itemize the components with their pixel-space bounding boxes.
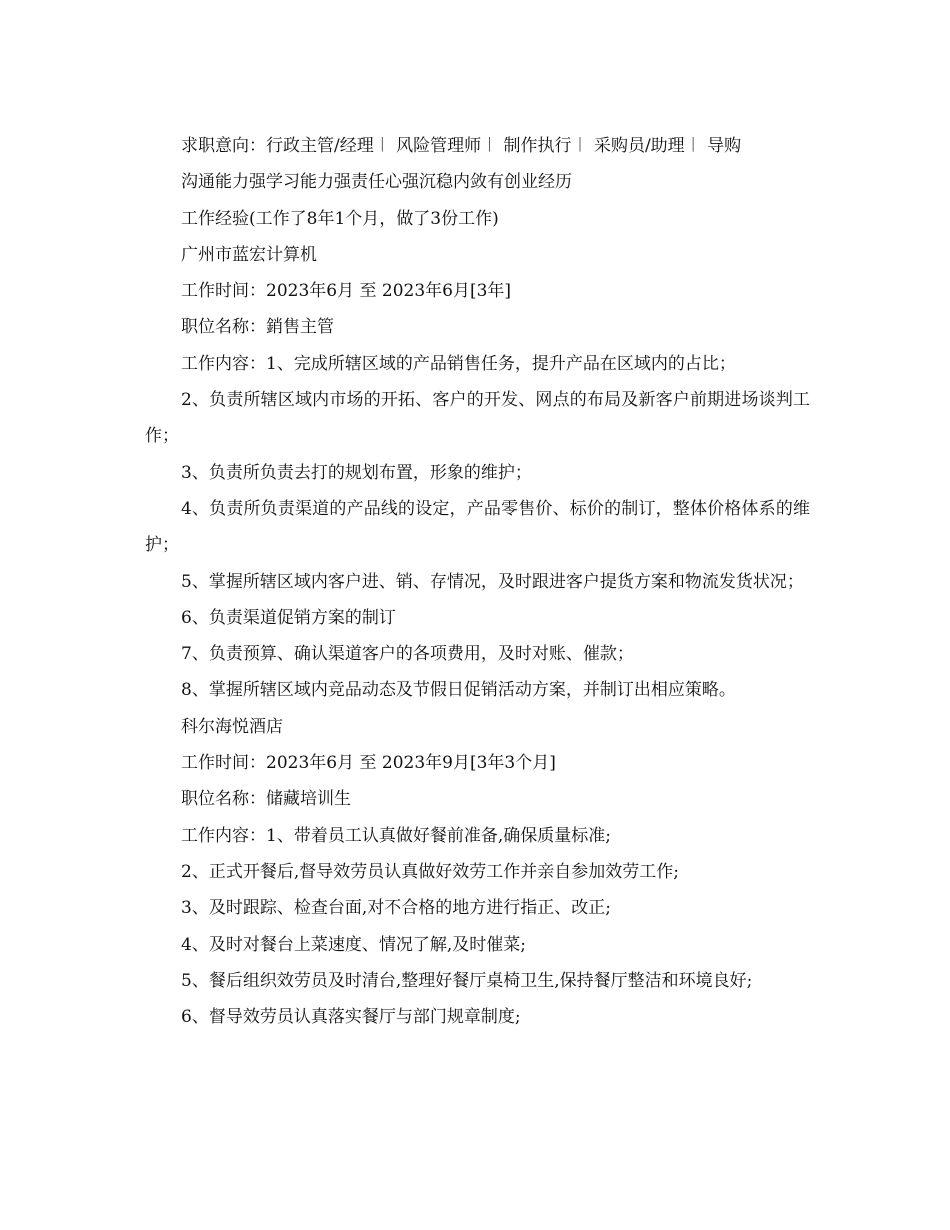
position-title: 职位名称：储藏培训生 [181, 789, 351, 810]
job-duty-item: 7、负责预算、确认渠道客户的各项费用，及时对账、催款； [181, 644, 634, 665]
job-duty-item: 6、督导效劳员认真落实餐厅与部门规章制度; [181, 1007, 521, 1028]
self-evaluation-line: 沟通能力强学习能力强责任心强沉稳内敛有创业经历 [181, 172, 572, 193]
job-duty-item: 6、负责渠道促销方案的制订 [181, 607, 396, 628]
job-duty-item: 2、负责所辖区域内市场的开拓、客户的开发、网点的布局及新客户前期进场谈判工作； [145, 390, 810, 447]
position-title: 职位名称：銷售主管 [181, 317, 334, 338]
work-period: 工作时间：2023年6月 至 2023年6月[3年] [181, 281, 512, 302]
job-duty-item: 4、及时对餐台上菜速度、情况了解,及时催菜; [181, 934, 526, 955]
work-period: 工作时间：2023年6月 至 2023年9月[3年3个月] [181, 753, 556, 774]
job-duty-item: 3、及时跟踪、检查台面,对不合格的地方进行指正、改正; [181, 898, 611, 919]
company-name: 广州市蓝宏计算机 [181, 244, 317, 265]
job-intention-line: 求职意向：行政主管/经理︱ 风险管理师︱ 制作执行︱ 采购员/助理︱ 导购 [181, 136, 742, 156]
company-name: 科尔海悦酒店 [181, 716, 283, 737]
job-duty-item: 4、负责所负责渠道的产品线的设定，产品零售价、标价的制订，整体价格体系的维护； [145, 498, 810, 556]
job-duty-item: 8、掌握所辖区域内竞品动态及节假日促销活动方案，并制订出相应策略。 [181, 680, 736, 701]
job-duty-item: 2、正式开餐后,督导效劳员认真做好效劳工作并亲自参加效劳工作; [181, 861, 679, 882]
document-body [145, 128, 810, 1035]
job-duty-item: 工作内容：1、完成所辖区域的产品销售任务，提升产品在区域内的占比； [181, 353, 736, 374]
job-duty-item: 工作内容：1、带着员工认真做好餐前准备,确保质量标准; [181, 825, 611, 846]
work-experience-heading: 工作经验(工作了8年1个月，做了3份工作) [181, 208, 499, 229]
job-duty-item: 5、掌握所辖区域内客户进、销、存情况，及时跟进客户提货方案和物流发货状况； [181, 571, 804, 592]
job-duty-item: 5、餐后组织效劳员及时清台,整理好餐厅桌椅卫生,保持餐厅整洁和环境良好; [181, 970, 753, 991]
job-duty-item: 3、负责所负责去打的规划布置，形象的维护； [181, 462, 532, 483]
